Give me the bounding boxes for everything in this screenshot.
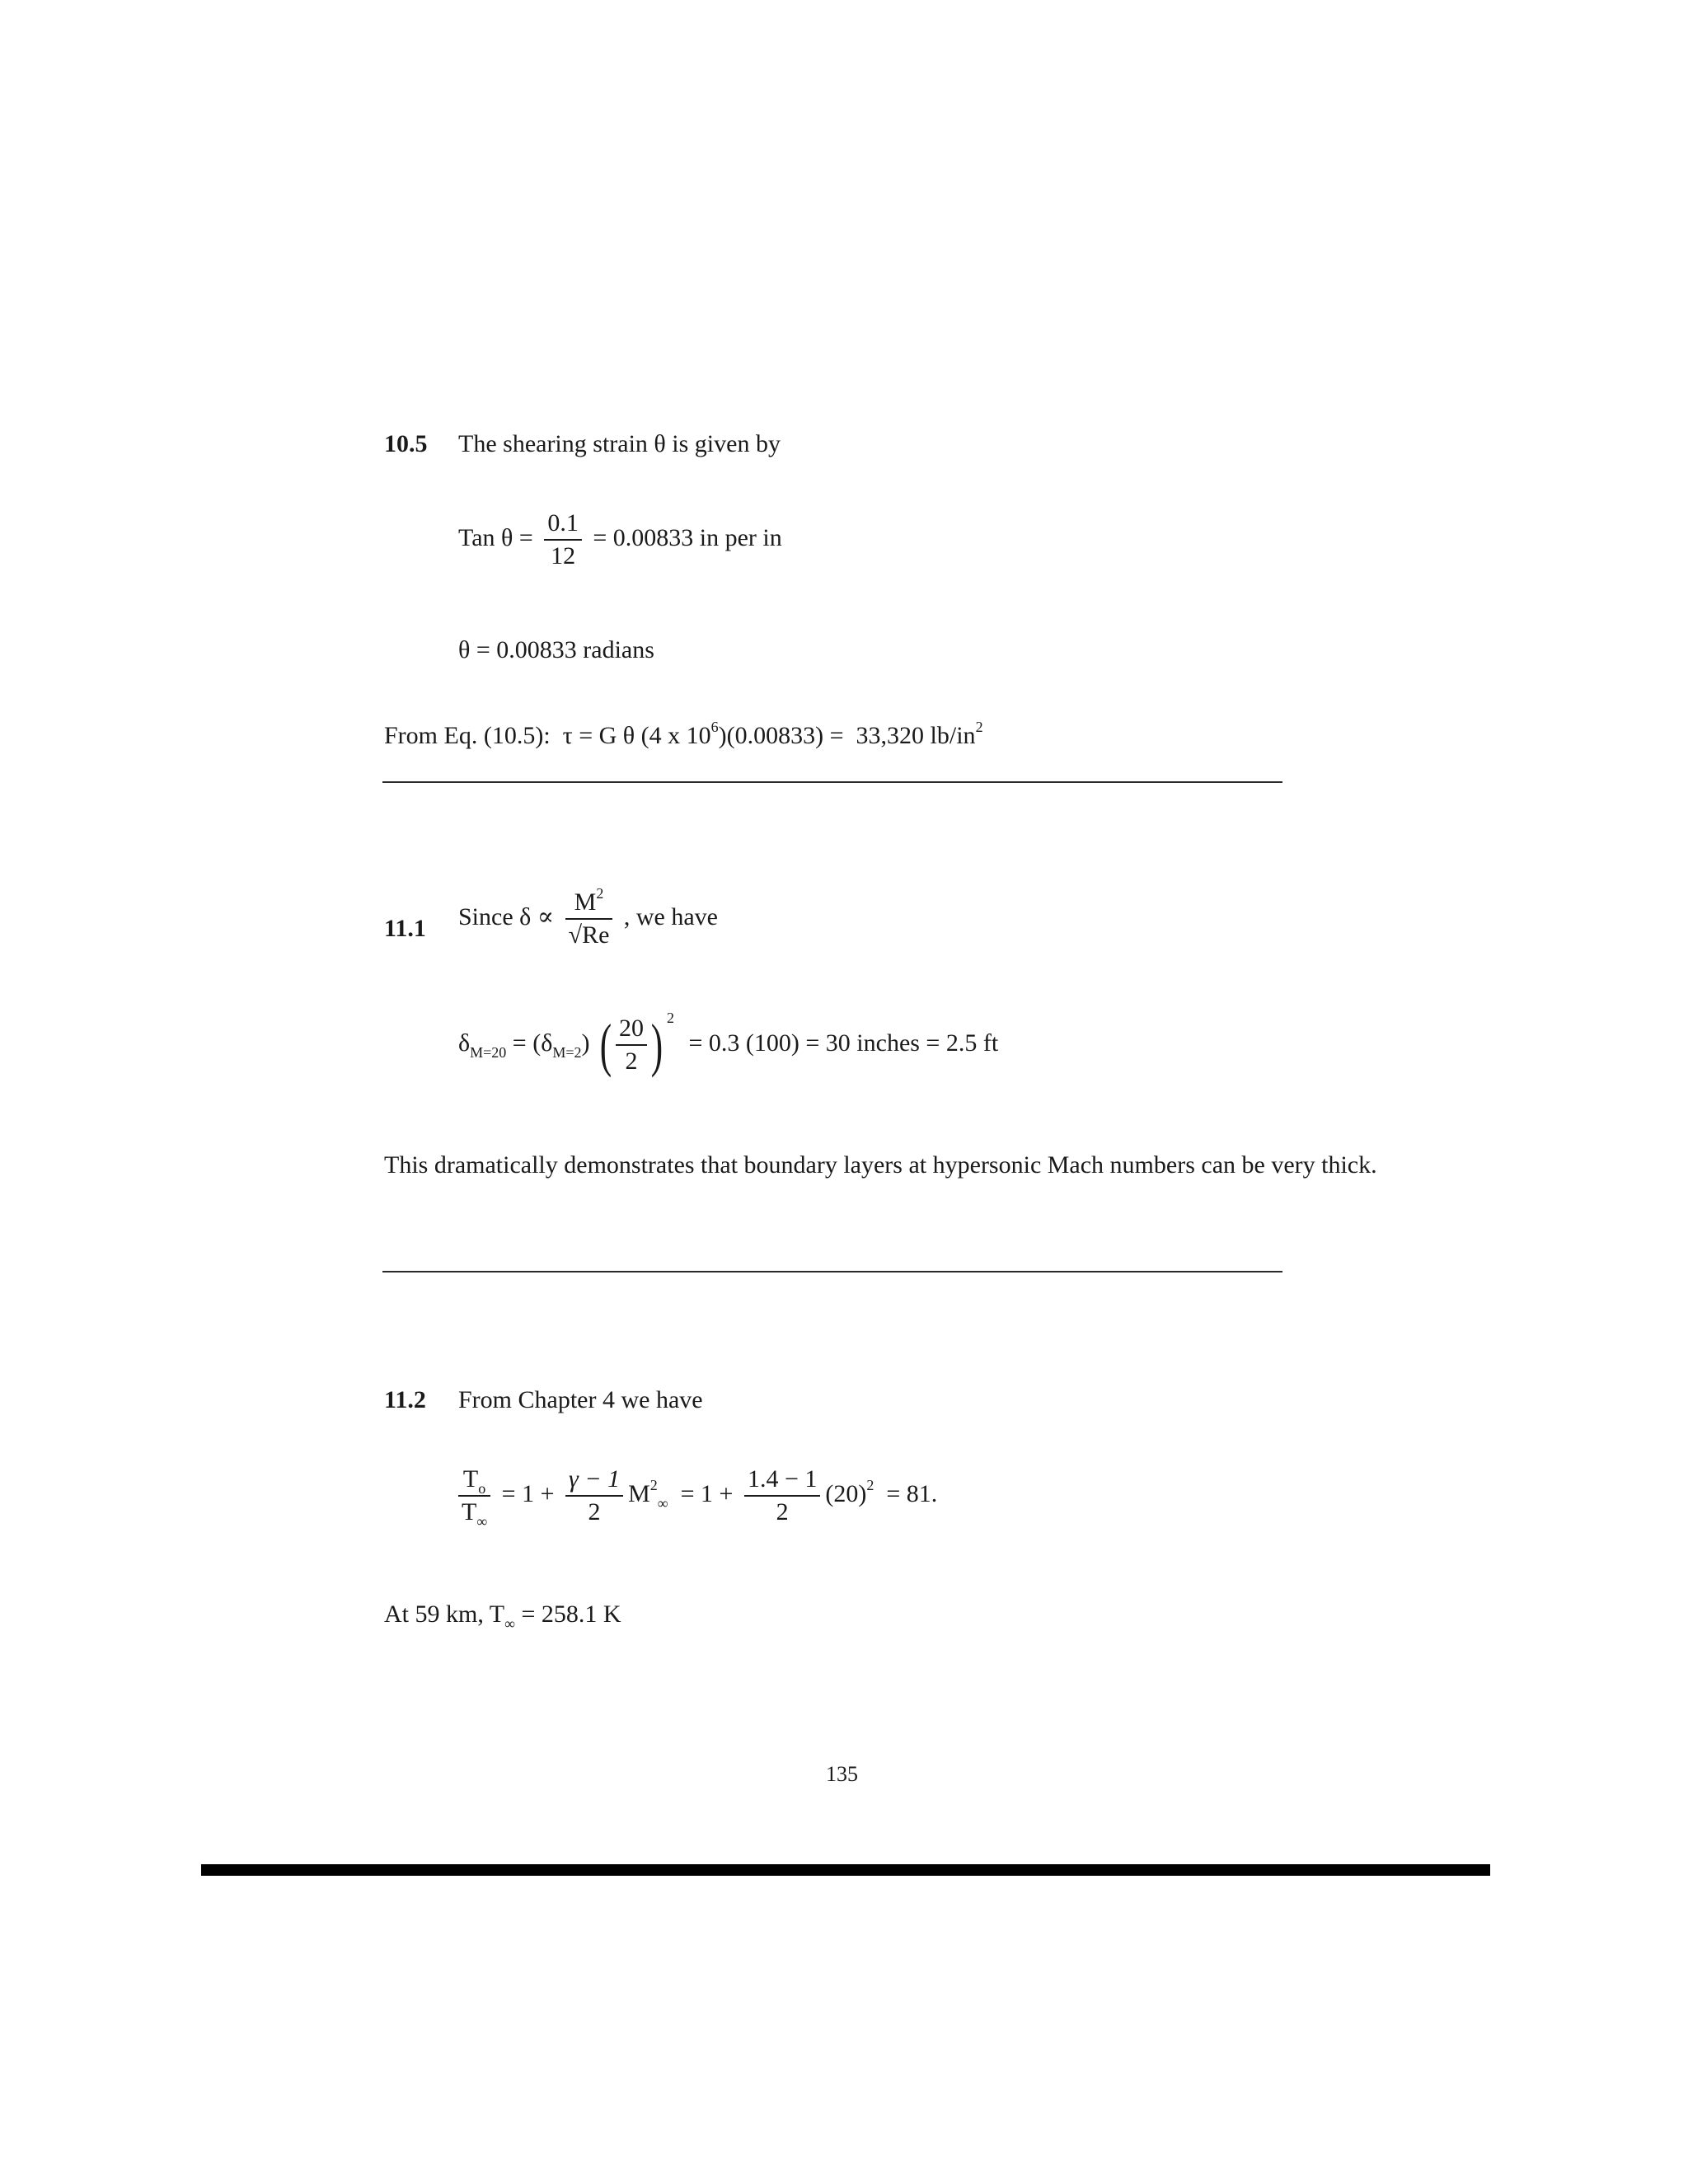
mach-value-exponent: 2 (866, 1476, 874, 1493)
delta-rhs-sub: M=2 (552, 1043, 582, 1061)
mach-squared: $M^2$ (574, 885, 604, 916)
sqrt-reynolds: √Re (565, 918, 613, 948)
section-10-5-intro: The shearing strain θ is given by (458, 430, 781, 457)
section-number-10-5: 10.5 (384, 430, 428, 457)
tan-theta-equation (458, 511, 782, 569)
theta-radians: θ = 0.00833 radians (458, 636, 654, 663)
section-11-2-intro: From Chapter 4 we have (458, 1386, 703, 1413)
eq-exponent: 6 (710, 719, 719, 735)
tan-rhs: = 0.00833 in per in (593, 523, 782, 551)
boundary-layer-conclusion: This dramatically demonstrates that boundary layers at hypersonic Mach numbers can be very thick. (384, 1151, 1377, 1179)
ratio-fraction (616, 1016, 647, 1074)
mach-term: $M^2_\infty$ (628, 1476, 668, 1511)
tan-numerator: 0.1 (547, 509, 579, 537)
tan-fraction (544, 511, 582, 569)
gamma-fraction (565, 1467, 623, 1525)
altitude-prefix: At 59 km, T (384, 1601, 505, 1628)
proportionality-statement (458, 885, 719, 949)
page-footer-bar (201, 1864, 1490, 1876)
altitude-temperature (384, 1601, 621, 1632)
ratio-exponent: 2 (666, 1009, 674, 1026)
section-number-11-2: 11.2 (384, 1386, 426, 1413)
eq-mid: )(0.00833) = (718, 722, 844, 749)
tan-denominator: 12 (544, 539, 582, 569)
delta-result: = 0.3 (100) = 30 inches = 2.5 ft (688, 1029, 999, 1057)
value-denominator: 2 (744, 1495, 820, 1525)
eq-result-exponent: 2 (975, 719, 983, 735)
equals-one-plus-1: = 1 + (501, 1479, 555, 1507)
delta-close: ) (581, 1029, 590, 1057)
gamma-denominator: 2 (565, 1495, 623, 1525)
altitude-value: = 258.1 K (521, 1601, 621, 1628)
eq-prefix: From Eq. (10.5): (384, 722, 551, 749)
section-number-11-1: 11.1 (384, 915, 426, 942)
equals-one-plus-2: = 1 + (680, 1479, 734, 1507)
shear-stress-equation (384, 719, 983, 749)
ratio-denominator: 2 (616, 1044, 647, 1074)
section-divider-1 (382, 781, 1282, 783)
freestream-temperature: $T_\infty$ (458, 1495, 490, 1525)
temperature-fraction (458, 1465, 490, 1530)
delta-eq: = (δ (512, 1029, 553, 1057)
value-fraction (744, 1467, 820, 1525)
ratio-numerator: 20 (618, 1015, 644, 1042)
altitude-sub: ∞ (504, 1615, 515, 1632)
temperature-ratio-equation (458, 1465, 938, 1530)
eq-tau: τ = G θ (4 x 10 (562, 722, 711, 749)
delta-lhs: $\delta_{M=20}$ (458, 1029, 507, 1061)
value-numerator: 1.4 − 1 (747, 1465, 818, 1493)
mach-reynolds-fraction (565, 885, 613, 949)
section-divider-2 (382, 1271, 1282, 1272)
total-temperature: $T_o$ (462, 1465, 486, 1497)
we-have-text: , we have (623, 902, 719, 930)
gamma-numerator: γ − 1 (569, 1465, 621, 1493)
page-number: 135 (826, 1762, 858, 1786)
since-text: Since δ ∝ (458, 902, 555, 930)
boundary-layer-equation (458, 1009, 999, 1078)
tan-lhs: Tan θ = (458, 523, 533, 551)
eq-result: 33,320 lb/in (856, 722, 976, 749)
left-paren: ( (599, 1012, 612, 1078)
temperature-ratio-result: = 81. (886, 1479, 938, 1507)
mach-value: (20) (825, 1479, 867, 1507)
right-paren: ) (650, 1012, 663, 1078)
